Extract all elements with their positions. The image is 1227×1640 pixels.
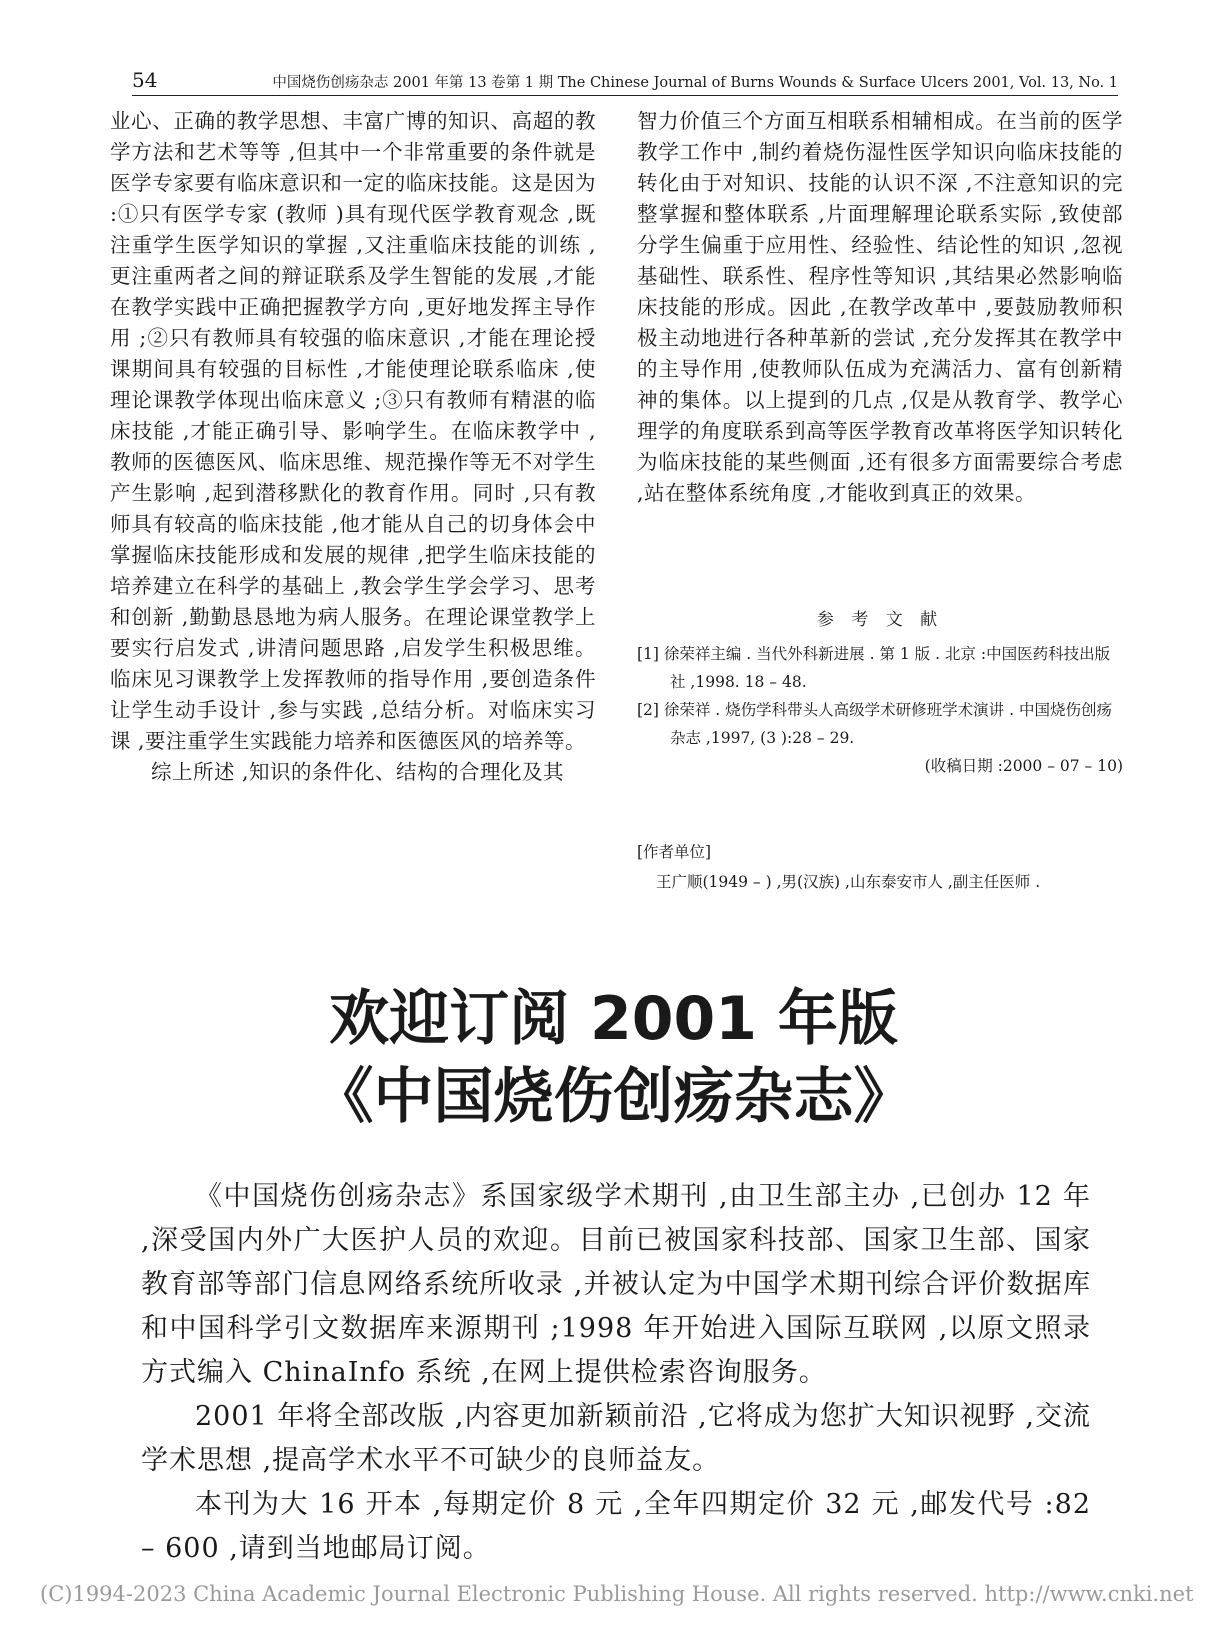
- copyright-footer: (C)1994-2023 China Academic Journal Electronic Publishing House. All rights reserved. http://www.cnki.net: [40, 1582, 1194, 1606]
- references-title: 参 考 文 献: [816, 610, 944, 630]
- advertisement-paragraph: 2001 年将全部改版 ,内容更加新颖前沿 ,它将成为您扩大知识视野 ,交流学术思想 ,提高学术水平不可缺少的良师益友。: [141, 1401, 1091, 1476]
- advertisement-body: [141, 1175, 1091, 1571]
- advertisement-title-line1: 欢迎订阅 2001 年版: [329, 984, 898, 1054]
- advertisement-title: [0, 980, 1227, 1136]
- advertisement-paragraph: 《中国烧伤创疡杂志》系国家级学术期刊 ,由卫生部主办 ,已创办 12 年 ,深受国内外广大医护人员的欢迎。目前已被国家科技部、国家卫生部、国家教育部等部门信息网络系统所收录 ,并被认定为中国学术期刊综合评价数据库和中国科学引文数据库来源期刊 ;1998 年开始进入国际互联网 ,以原文照录方式编入 ChinaInfo 系统 ,在网上提供检索咨询服务。: [141, 1181, 1091, 1388]
- article-paragraph: 智力价值三个方面互相联系相辅相成。在当前的医学教学工作中 ,制约着烧伤湿性医学知识向临床技能的转化由于对知识、技能的认识不深 ,不注意知识的完整掌握和整体联系 ,片面理解理论联系实际 ,致使部分学生偏重于应用性、经验性、结论性的知识 ,忽视基础性、联系性、程序性等知识 ,其结果必然影响临床技能的形成。因此 ,在教学改革中 ,要鼓励教师积极主动地进行各种革新的尝试 ,充分发挥其在教学中的主导作用 ,使教师队伍成为充满活力、富有创新精神的集体。以上提到的几点 ,仅是从教育学、教学心理学的角度联系到高等医学教育改革将医学知识转化为临床技能的某些侧面 ,还有很多方面需要综合考虑 ,站在整体系统角度 ,才能收到真正的效果。: [637, 109, 1123, 505]
- author-label: [作者单位]: [637, 843, 712, 861]
- article-paragraph: 业心、正确的教学思想、丰富广博的知识、高超的教学方法和艺术等等 ,但其中一个非常重要的条件就是医学专家要有临床意识和一定的临床技能。这是因为 :①只有医学专家 (教师 )具有现代医学教育观念 ,既注重学生医学知识的掌握 ,又注重临床技能的训练 ,更注重两者之间的辩证联系及学生智能的发展 ,才能在教学实践中正确把握教学方向 ,更好地发挥主导作用 ;②只有教师具有较强的临床意识 ,才能在理论授课期间具有较强的目标性 ,才能使理论联系临床 ,使理论课教学体现出临床意义 ;③只有教师有精湛的临床技能 ,才能正确引导、影响学生。在临床教学中 ,教师的医德医风、临床思维、规范操作等无不对学生产生影响 ,起到潜移默化的教育作用。同时 ,只有教师具有较高的临床技能 ,他才能从自己的切身体会中掌握临床技能形成和发展的规律 ,把学生临床技能的培养建立在科学的基础上 ,教会学生学会学习、思考和创新 ,勤勤恳恳地为病人服务。在理论课堂教学上要实行启发式 ,讲清问题思路 ,启发学生积极思维。临床见习课教学上发挥教师的指导作用 ,要创造条件让学生动手设计 ,参与实践 ,总结分析。对临床实习课 ,要注重学生实践能力培养和医德医风的培养等。: [110, 109, 596, 753]
- reference-item: [2] 徐荣祥 . 烧伤学科带头人高级学术研修班学术演讲 . 中国烧伤创疡杂志 ,1997, (3 ):28 – 29.: [637, 701, 1112, 747]
- page-header: [132, 68, 1118, 94]
- page-number: 54: [132, 68, 158, 92]
- article-right-column: [637, 106, 1123, 509]
- reference-item: [1] 徐荣祥主编 . 当代外科新进展 . 第 1 版 . 北京 :中国医药科技出版社 ,1998. 18 – 48.: [637, 645, 1111, 691]
- header-rule: [132, 95, 1118, 96]
- received-date: (收稿日期 :2000 – 07 – 10): [924, 757, 1123, 775]
- advertisement-title-line2: 《中国烧伤创疡杂志》: [313, 1062, 914, 1132]
- running-title: 中国烧伤创疡杂志 2001 年第 13 卷第 1 期 The Chinese Journal of Burns Wounds & Surface Ulcers 2001, Vol. 13, No. 1: [272, 75, 1118, 91]
- author-info: [637, 837, 1123, 897]
- advertisement-paragraph: 本刊为大 16 开本 ,每期定价 8 元 ,全年四期定价 32 元 ,邮发代号 :82 – 600 ,请到当地邮局订阅。: [141, 1489, 1091, 1564]
- references: [637, 605, 1123, 780]
- article-paragraph: 综上所述 ,知识的条件化、结构的合理化及其: [151, 760, 565, 784]
- article-left-column: [110, 106, 596, 788]
- author-detail: 王广顺(1949 – ) ,男(汉族) ,山东泰安市人 ,副主任医师 .: [656, 873, 1041, 891]
